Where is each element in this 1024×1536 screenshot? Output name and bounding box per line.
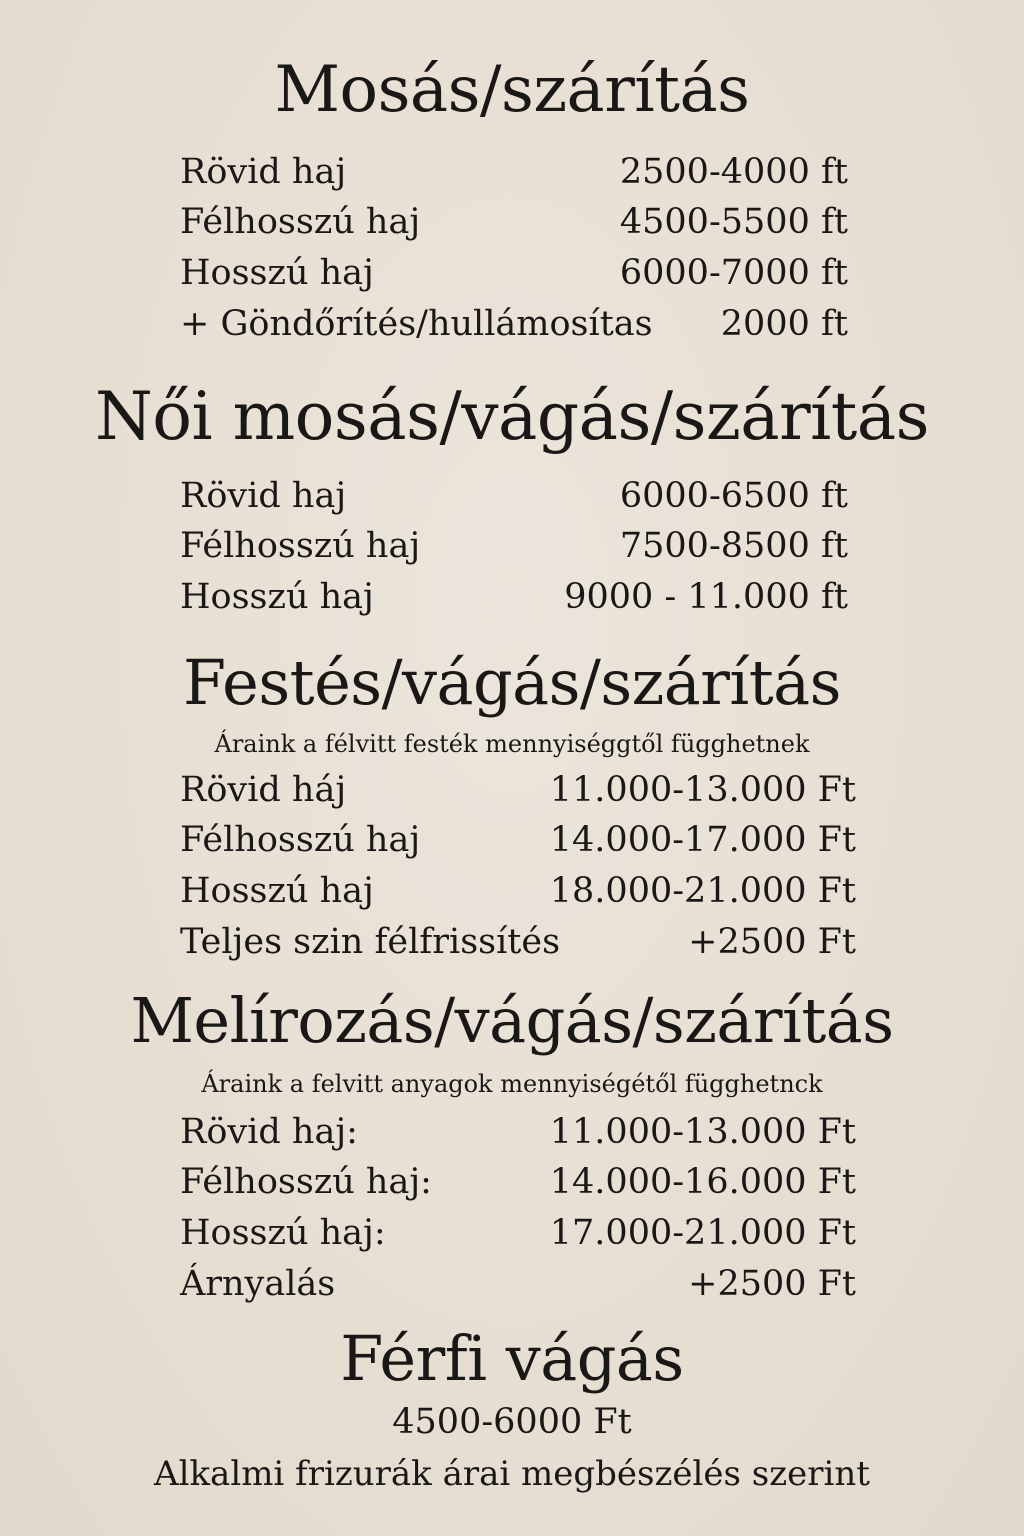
price-value: 14.000-16.000 Ft <box>549 1162 856 1202</box>
price-value: 9000 - 11.000 ft <box>564 577 848 617</box>
price-row <box>180 818 856 862</box>
section-title-womens-cut: Női mosás/vágás/szárítás <box>95 378 929 455</box>
occasion-hairstyle-note: Alkalmi frizurák árai megbészélés szerint <box>154 1454 870 1494</box>
service-label: + Göndőrítés/hullámosítas <box>180 304 653 344</box>
price-row <box>180 200 848 244</box>
price-row <box>180 575 848 619</box>
service-label: Félhosszú haj: <box>180 1162 432 1202</box>
price-value: 17.000-21.000 Ft <box>549 1213 856 1253</box>
price-value: +2500 Ft <box>688 922 856 962</box>
price-row <box>180 1211 856 1255</box>
section-title-wash-dry: Mosás/szárítás <box>274 53 750 127</box>
service-label: Teljes szin félfrissítés <box>180 922 561 962</box>
price-value: 2500-4000 ft <box>619 152 848 192</box>
price-row <box>180 869 856 913</box>
price-value: 11.000-13.000 Ft <box>549 770 856 810</box>
price-row <box>180 1110 856 1154</box>
price-value: 6000-7000 ft <box>619 253 848 293</box>
service-label: Rövid haj: <box>180 1112 358 1152</box>
price-value: 4500-5500 ft <box>619 202 848 242</box>
price-value: 6000-6500 ft <box>619 476 848 516</box>
price-row <box>180 150 848 194</box>
price-row <box>180 302 848 346</box>
section-title-coloring: Festés/vágás/szárítás <box>183 646 841 719</box>
mens-cut-price: 4500-6000 Ft <box>392 1402 632 1442</box>
service-label: Rövid haj <box>180 152 347 192</box>
price-row <box>180 768 856 812</box>
section-note: Áraink a felvitt anyagok mennyiségétől függhetnck <box>201 1070 823 1098</box>
price-row <box>180 524 848 568</box>
price-row <box>180 474 848 518</box>
service-label: Hosszú haj <box>180 871 374 911</box>
section-title-mens-cut: Férfi vágás <box>340 1322 684 1395</box>
price-value: 7500-8500 ft <box>619 526 848 566</box>
service-label: Hosszú haj: <box>180 1213 386 1253</box>
service-label: Hosszú haj <box>180 253 374 293</box>
price-value: 18.000-21.000 Ft <box>549 871 856 911</box>
price-row <box>180 920 856 964</box>
service-label: Rövid háj <box>180 770 347 810</box>
service-label: Hosszú haj <box>180 577 374 617</box>
section-title-highlights: Melírozás/vágás/szárítás <box>130 984 894 1057</box>
price-value: +2500 Ft <box>688 1264 856 1304</box>
service-label: Rövid haj <box>180 476 347 516</box>
section-note: Áraink a félvitt festék mennyiséggtől függhetnek <box>214 730 810 758</box>
price-value: 2000 ft <box>720 304 848 344</box>
price-row <box>180 1262 856 1306</box>
service-label: Félhosszú haj <box>180 820 421 860</box>
service-label: Árnyalás <box>180 1264 336 1304</box>
price-row <box>180 1160 856 1204</box>
price-value: 14.000-17.000 Ft <box>549 820 856 860</box>
price-value: 11.000-13.000 Ft <box>549 1112 856 1152</box>
price-row <box>180 251 848 295</box>
service-label: Félhosszú haj <box>180 202 421 242</box>
service-label: Félhosszú haj <box>180 526 421 566</box>
